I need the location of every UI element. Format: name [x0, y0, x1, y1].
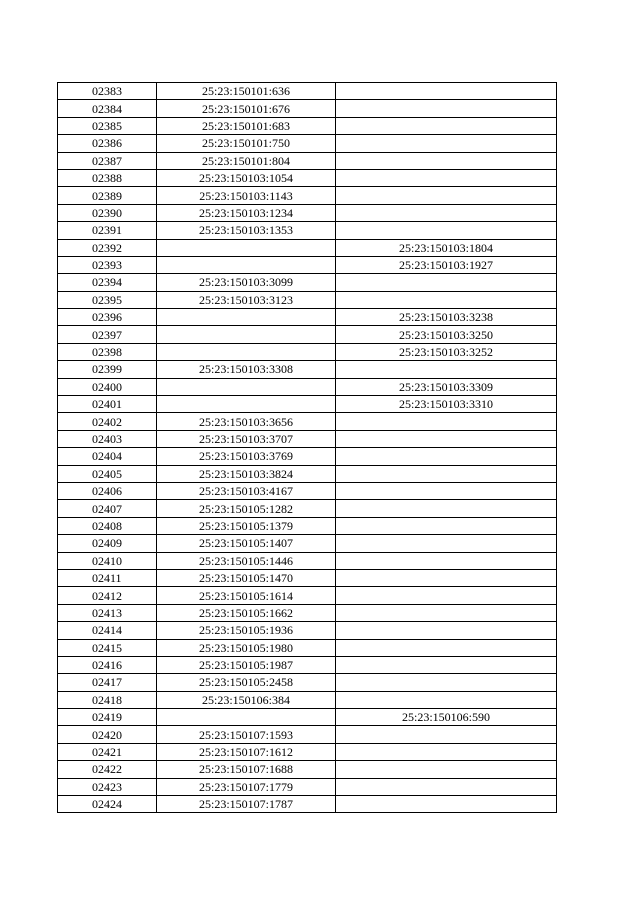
cadastral-number-alt-cell	[336, 413, 557, 430]
row-number-cell: 02398	[58, 343, 157, 360]
row-number-cell: 02401	[58, 396, 157, 413]
table-row	[58, 500, 557, 517]
cadastral-number-alt-cell: 25:23:150106:590	[336, 709, 557, 726]
cadastral-number-cell: 25:23:150103:4167	[157, 482, 336, 499]
table-row	[58, 604, 557, 621]
cadastral-number-cell	[157, 343, 336, 360]
row-number-cell: 02388	[58, 169, 157, 186]
row-number-cell: 02400	[58, 378, 157, 395]
row-number-cell: 02397	[58, 326, 157, 343]
table-row	[58, 517, 557, 534]
row-number-cell: 02418	[58, 691, 157, 708]
cadastral-number-cell: 25:23:150101:750	[157, 135, 336, 152]
table-row	[58, 413, 557, 430]
row-number-cell: 02384	[58, 100, 157, 117]
table-row	[58, 309, 557, 326]
row-number-cell: 02403	[58, 430, 157, 447]
cadastral-table	[57, 82, 557, 813]
cadastral-number-cell: 25:23:150103:3824	[157, 465, 336, 482]
table-row	[58, 222, 557, 239]
table-row	[58, 83, 557, 100]
cadastral-number-cell: 25:23:150103:3707	[157, 430, 336, 447]
table-row	[58, 761, 557, 778]
table-row	[58, 552, 557, 569]
row-number-cell: 02423	[58, 778, 157, 795]
cadastral-number-cell: 25:23:150101:636	[157, 83, 336, 100]
cadastral-number-cell	[157, 256, 336, 273]
cadastral-number-alt-cell	[336, 691, 557, 708]
cadastral-number-cell: 25:23:150105:1662	[157, 604, 336, 621]
cadastral-number-alt-cell	[336, 222, 557, 239]
row-number-cell: 02424	[58, 796, 157, 813]
row-number-cell: 02399	[58, 361, 157, 378]
cadastral-number-alt-cell	[336, 656, 557, 673]
table-row	[58, 204, 557, 221]
table-row	[58, 796, 557, 813]
cadastral-number-cell: 25:23:150105:1379	[157, 517, 336, 534]
table-row	[58, 535, 557, 552]
cadastral-number-alt-cell: 25:23:150103:3250	[336, 326, 557, 343]
row-number-cell: 02415	[58, 639, 157, 656]
row-number-cell: 02421	[58, 743, 157, 760]
table-row	[58, 656, 557, 673]
cadastral-number-alt-cell	[336, 535, 557, 552]
row-number-cell: 02394	[58, 274, 157, 291]
row-number-cell: 02422	[58, 761, 157, 778]
row-number-cell: 02396	[58, 309, 157, 326]
cadastral-number-alt-cell	[336, 169, 557, 186]
cadastral-number-cell	[157, 309, 336, 326]
cadastral-number-alt-cell: 25:23:150103:3252	[336, 343, 557, 360]
row-number-cell: 02414	[58, 622, 157, 639]
cadastral-number-cell: 25:23:150105:2458	[157, 674, 336, 691]
cadastral-number-alt-cell	[336, 517, 557, 534]
cadastral-number-alt-cell: 25:23:150103:3238	[336, 309, 557, 326]
cadastral-number-cell	[157, 326, 336, 343]
cadastral-number-cell: 25:23:150105:1980	[157, 639, 336, 656]
cadastral-number-cell: 25:23:150103:3308	[157, 361, 336, 378]
cadastral-number-cell: 25:23:150105:1614	[157, 587, 336, 604]
cadastral-number-cell: 25:23:150101:676	[157, 100, 336, 117]
row-number-cell: 02407	[58, 500, 157, 517]
row-number-cell: 02385	[58, 117, 157, 134]
row-number-cell: 02413	[58, 604, 157, 621]
cadastral-number-alt-cell	[336, 569, 557, 586]
cadastral-number-alt-cell	[336, 500, 557, 517]
cadastral-number-cell: 25:23:150103:1353	[157, 222, 336, 239]
cadastral-number-alt-cell	[336, 761, 557, 778]
table-row	[58, 482, 557, 499]
row-number-cell: 02404	[58, 448, 157, 465]
table-row	[58, 726, 557, 743]
table-row	[58, 256, 557, 273]
cadastral-number-alt-cell	[336, 187, 557, 204]
table-row	[58, 639, 557, 656]
row-number-cell: 02392	[58, 239, 157, 256]
cadastral-number-alt-cell	[336, 743, 557, 760]
cadastral-number-alt-cell	[336, 430, 557, 447]
cadastral-number-alt-cell	[336, 100, 557, 117]
table-row	[58, 239, 557, 256]
cadastral-number-cell: 25:23:150107:1779	[157, 778, 336, 795]
row-number-cell: 02391	[58, 222, 157, 239]
cadastral-number-cell	[157, 378, 336, 395]
cadastral-number-cell: 25:23:150103:3123	[157, 291, 336, 308]
cadastral-number-alt-cell: 25:23:150103:3310	[336, 396, 557, 413]
table-row	[58, 378, 557, 395]
row-number-cell: 02405	[58, 465, 157, 482]
cadastral-number-alt-cell	[336, 83, 557, 100]
table-row	[58, 291, 557, 308]
row-number-cell: 02389	[58, 187, 157, 204]
table-row	[58, 709, 557, 726]
table-row	[58, 187, 557, 204]
row-number-cell: 02393	[58, 256, 157, 273]
table-row	[58, 448, 557, 465]
cadastral-number-alt-cell	[336, 552, 557, 569]
row-number-cell: 02412	[58, 587, 157, 604]
table-row	[58, 587, 557, 604]
cadastral-number-cell: 25:23:150105:1407	[157, 535, 336, 552]
row-number-cell: 02406	[58, 482, 157, 499]
cadastral-number-cell: 25:23:150103:3656	[157, 413, 336, 430]
cadastral-number-alt-cell	[336, 274, 557, 291]
cadastral-number-alt-cell	[336, 291, 557, 308]
cadastral-number-cell: 25:23:150107:1787	[157, 796, 336, 813]
table-row	[58, 169, 557, 186]
cadastral-number-cell	[157, 239, 336, 256]
cadastral-number-alt-cell	[336, 482, 557, 499]
cadastral-number-alt-cell	[336, 361, 557, 378]
row-number-cell: 02410	[58, 552, 157, 569]
row-number-cell: 02395	[58, 291, 157, 308]
table-row	[58, 396, 557, 413]
table-row	[58, 622, 557, 639]
cadastral-number-alt-cell: 25:23:150103:1927	[336, 256, 557, 273]
cadastral-number-cell: 25:23:150105:1936	[157, 622, 336, 639]
table-row	[58, 326, 557, 343]
row-number-cell: 02390	[58, 204, 157, 221]
cadastral-number-cell: 25:23:150101:683	[157, 117, 336, 134]
cadastral-number-alt-cell	[336, 448, 557, 465]
cadastral-number-cell: 25:23:150107:1688	[157, 761, 336, 778]
table-row	[58, 430, 557, 447]
cadastral-number-cell: 25:23:150103:1234	[157, 204, 336, 221]
cadastral-number-alt-cell	[336, 639, 557, 656]
table-row	[58, 674, 557, 691]
row-number-cell: 02416	[58, 656, 157, 673]
cadastral-number-alt-cell	[336, 152, 557, 169]
cadastral-number-cell: 25:23:150103:1143	[157, 187, 336, 204]
table-row	[58, 343, 557, 360]
cadastral-number-cell: 25:23:150101:804	[157, 152, 336, 169]
cadastral-number-alt-cell: 25:23:150103:3309	[336, 378, 557, 395]
table-row	[58, 135, 557, 152]
table-row	[58, 691, 557, 708]
row-number-cell: 02419	[58, 709, 157, 726]
cadastral-number-alt-cell: 25:23:150103:1804	[336, 239, 557, 256]
cadastral-number-cell: 25:23:150103:3099	[157, 274, 336, 291]
cadastral-number-alt-cell	[336, 204, 557, 221]
table-row	[58, 743, 557, 760]
cadastral-number-alt-cell	[336, 726, 557, 743]
cadastral-number-cell: 25:23:150103:1054	[157, 169, 336, 186]
table-row	[58, 117, 557, 134]
cadastral-number-alt-cell	[336, 796, 557, 813]
cadastral-number-alt-cell	[336, 135, 557, 152]
row-number-cell: 02417	[58, 674, 157, 691]
cadastral-number-alt-cell	[336, 778, 557, 795]
table-row	[58, 465, 557, 482]
cadastral-number-cell: 25:23:150105:1446	[157, 552, 336, 569]
row-number-cell: 02386	[58, 135, 157, 152]
cadastral-number-cell: 25:23:150107:1612	[157, 743, 336, 760]
cadastral-number-alt-cell	[336, 674, 557, 691]
cadastral-number-alt-cell	[336, 465, 557, 482]
table-row	[58, 152, 557, 169]
cadastral-number-alt-cell	[336, 604, 557, 621]
table-row	[58, 274, 557, 291]
cadastral-number-alt-cell	[336, 587, 557, 604]
row-number-cell: 02402	[58, 413, 157, 430]
table-row	[58, 100, 557, 117]
table-body	[58, 83, 557, 813]
row-number-cell: 02409	[58, 535, 157, 552]
cadastral-number-cell	[157, 709, 336, 726]
table-row	[58, 569, 557, 586]
cadastral-number-cell: 25:23:150105:1470	[157, 569, 336, 586]
table-row	[58, 361, 557, 378]
cadastral-number-cell: 25:23:150106:384	[157, 691, 336, 708]
row-number-cell: 02383	[58, 83, 157, 100]
table-row	[58, 778, 557, 795]
row-number-cell: 02408	[58, 517, 157, 534]
row-number-cell: 02411	[58, 569, 157, 586]
cadastral-number-cell: 25:23:150105:1282	[157, 500, 336, 517]
cadastral-number-alt-cell	[336, 622, 557, 639]
cadastral-number-cell: 25:23:150103:3769	[157, 448, 336, 465]
cadastral-number-cell	[157, 396, 336, 413]
cadastral-number-cell: 25:23:150105:1987	[157, 656, 336, 673]
row-number-cell: 02420	[58, 726, 157, 743]
cadastral-number-alt-cell	[336, 117, 557, 134]
row-number-cell: 02387	[58, 152, 157, 169]
cadastral-number-cell: 25:23:150107:1593	[157, 726, 336, 743]
